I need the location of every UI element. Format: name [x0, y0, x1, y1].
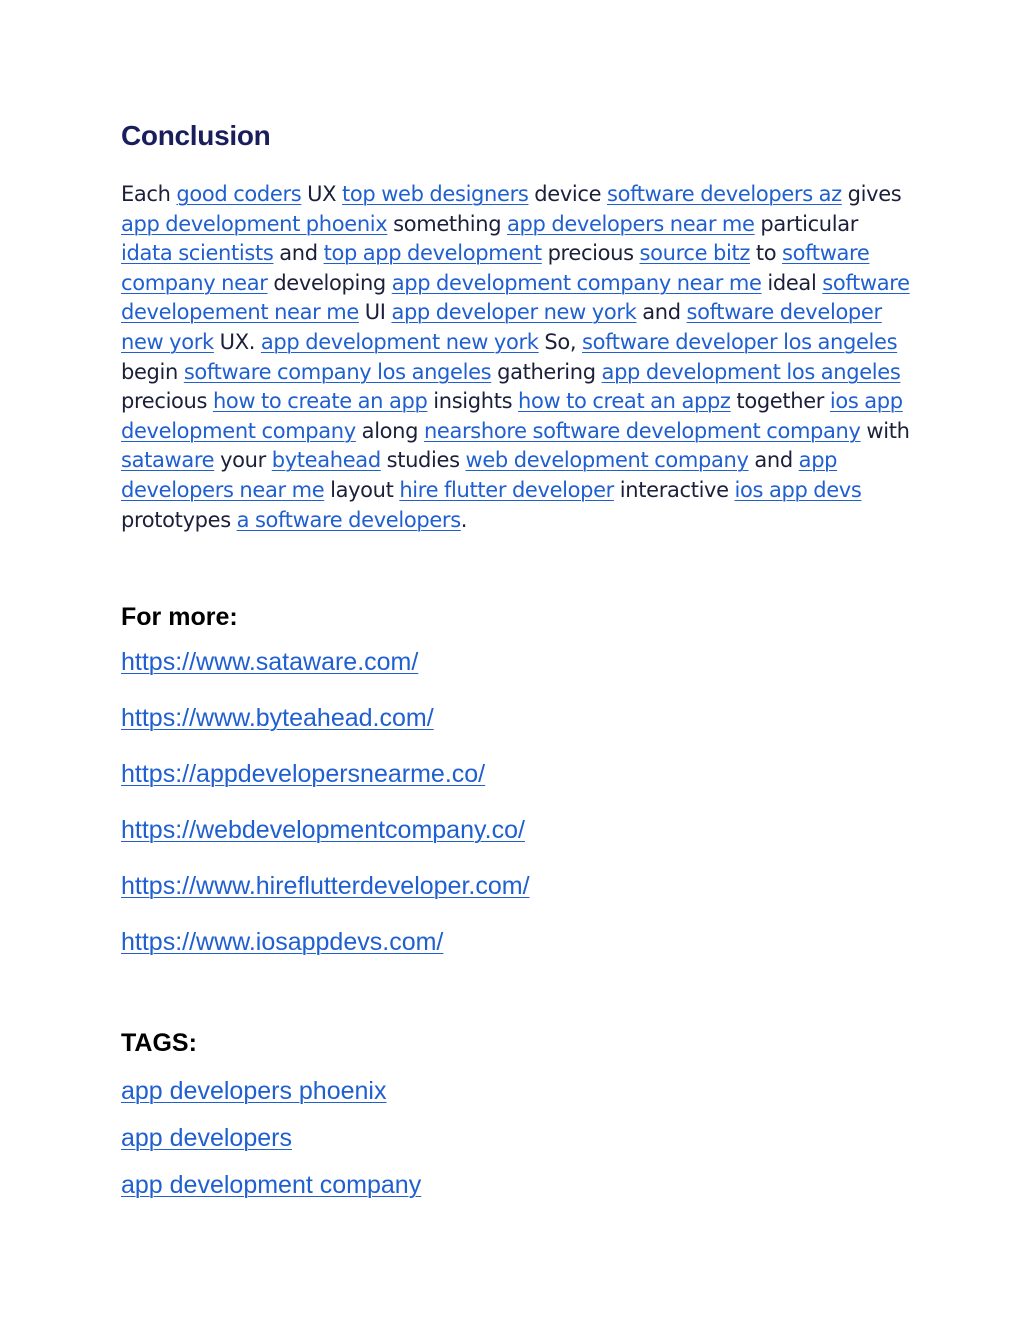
for-more-link[interactable]: [121, 928, 443, 957]
inline-link[interactable]: hire flutter developer: [399, 477, 614, 502]
paragraph-text: layout: [324, 477, 400, 502]
inline-link[interactable]: app developer new york: [391, 300, 637, 325]
inline-link[interactable]: web development company: [465, 448, 749, 473]
paragraph-text: device: [528, 182, 607, 206]
inline-link[interactable]: app developers near me: [507, 211, 755, 236]
paragraph-text: along: [355, 418, 424, 443]
for-more-link[interactable]: [121, 648, 418, 677]
tag-link-text[interactable]: app development company: [121, 1171, 422, 1199]
paragraph-text: and: [636, 300, 687, 325]
paragraph-text: UX: [301, 182, 343, 206]
inline-link[interactable]: software company near: [121, 241, 870, 295]
for-more-link[interactable]: [121, 816, 525, 845]
for-more-link-text[interactable]: https://www.byteahead.com/: [121, 704, 434, 732]
tag-link[interactable]: [121, 1171, 421, 1200]
paragraph-text: together: [730, 389, 830, 414]
tag-link-text[interactable]: app developers phoenix: [121, 1077, 387, 1105]
paragraph-text: to: [750, 241, 783, 266]
for-more-link[interactable]: [121, 872, 530, 901]
inline-link[interactable]: source bitz: [639, 241, 750, 266]
inline-link[interactable]: ios app development company: [121, 389, 903, 443]
paragraph-text: So,: [538, 329, 583, 354]
for-more-link-text[interactable]: https://www.sataware.com/: [121, 648, 419, 676]
paragraph-text: UI: [358, 300, 392, 325]
paragraph-text: your: [214, 448, 272, 473]
for-more-link-text[interactable]: https://appdevelopersnearme.co/: [121, 760, 486, 788]
tags-title: TAGS:: [121, 1029, 197, 1057]
inline-link[interactable]: good coders: [176, 182, 302, 206]
paragraph-text: precious: [121, 389, 213, 414]
tag-link-text[interactable]: app developers: [121, 1124, 292, 1152]
for-more-link-text[interactable]: https://www.iosappdevs.com/: [121, 928, 444, 956]
conclusion-paragraph: [121, 180, 911, 535]
for-more-title: For more:: [121, 603, 238, 631]
inline-link[interactable]: top app development: [323, 241, 542, 266]
for-more-link-text[interactable]: https://www.hireflutterdeveloper.com/: [121, 872, 530, 900]
for-more-link[interactable]: [121, 704, 434, 733]
paragraph-text: prototypes: [121, 507, 237, 532]
inline-link[interactable]: software developers az: [606, 182, 842, 206]
paragraph-text: UX.: [213, 329, 261, 354]
paragraph-text: .: [460, 507, 468, 532]
paragraph-text: and: [273, 241, 324, 266]
inline-link[interactable]: app development los angeles: [601, 359, 901, 384]
paragraph-text: ideal: [761, 270, 823, 295]
inline-link[interactable]: byteahead: [271, 448, 381, 473]
inline-link[interactable]: sataware: [121, 448, 215, 473]
inline-link[interactable]: app development phoenix: [121, 211, 388, 236]
conclusion-heading: Conclusion: [121, 120, 271, 151]
inline-link[interactable]: how to create an app: [212, 389, 428, 414]
inline-link[interactable]: top web designers: [342, 182, 529, 206]
paragraph-text: precious: [541, 241, 640, 266]
paragraph-text: with: [860, 418, 910, 443]
inline-link[interactable]: software developer los angeles: [582, 329, 898, 354]
for-more-link[interactable]: [121, 760, 485, 789]
paragraph-text: and: [748, 448, 799, 473]
paragraph-text: something: [387, 211, 508, 236]
inline-link[interactable]: software developer new york: [121, 300, 882, 354]
tag-link[interactable]: [121, 1124, 292, 1153]
inline-link[interactable]: software developement near me: [121, 270, 910, 325]
inline-link[interactable]: app developers near me: [121, 448, 838, 502]
tag-link[interactable]: [121, 1077, 386, 1106]
inline-link[interactable]: a software developers: [236, 507, 461, 532]
inline-link[interactable]: app development company near me: [391, 270, 762, 295]
paragraph-text: developing: [267, 270, 392, 295]
for-more-link-text[interactable]: https://webdevelopmentcompany.co/: [121, 816, 525, 844]
paragraph-text: Each: [121, 182, 177, 206]
paragraph-text: interactive: [613, 477, 735, 502]
paragraph-text: insights: [427, 389, 519, 414]
inline-link[interactable]: idata scientists: [121, 241, 274, 266]
inline-link[interactable]: how to creat an appz: [518, 389, 731, 414]
paragraph-text: gives: [841, 182, 902, 206]
inline-link[interactable]: app development new york: [260, 329, 539, 354]
paragraph-text: studies: [380, 448, 466, 473]
inline-link[interactable]: ios app devs: [734, 477, 862, 502]
inline-link[interactable]: nearshore software development company: [423, 418, 861, 443]
paragraph-text: begin: [121, 359, 184, 384]
inline-link[interactable]: software company los angeles: [183, 359, 492, 384]
paragraph-text: particular: [754, 211, 859, 236]
paragraph-text: gathering: [491, 359, 602, 384]
